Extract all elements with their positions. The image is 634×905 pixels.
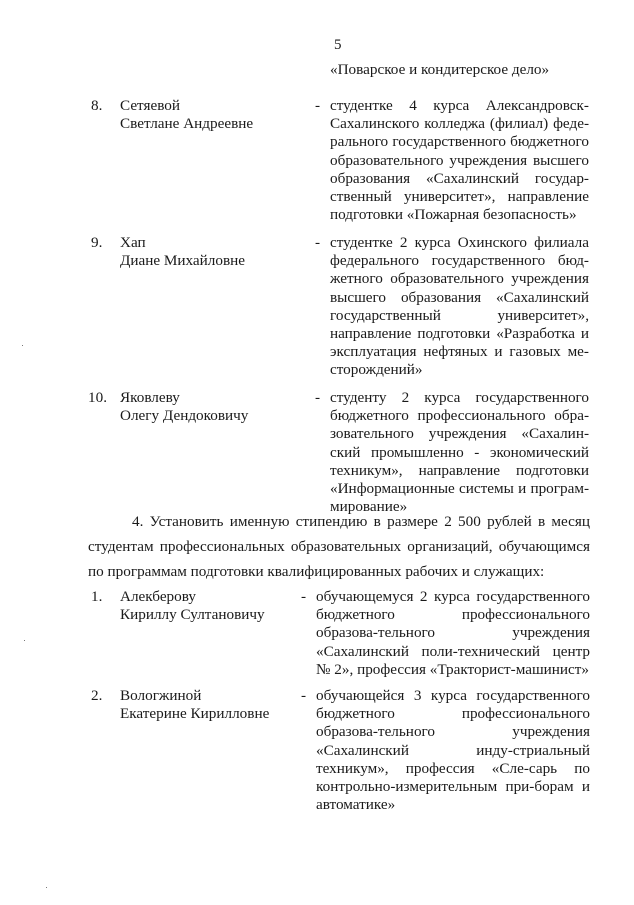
paragraph-line: студентам профессиональных образовательных организаций, обучающимся (88, 538, 590, 555)
item-number: 2. (91, 687, 103, 704)
recipient-name (120, 97, 253, 133)
recipient-name (120, 687, 269, 723)
recipient-description: студентке 4 курса Александровск-Сахалинского колледжа (филиал) феде-рального государственного бюджетного образовательного учреждения высшего образования «Сахалинский государ-ственный университет», направление подготовки «Пожарная безопасность» (330, 97, 589, 224)
paragraph-line: 4. Установить именную стипендию в размере 2 500 рублей в месяц (132, 513, 590, 530)
name-surname: Яковлеву (120, 389, 180, 406)
name-surname: Алекберову (120, 588, 196, 605)
name-surname: Сетяевой (120, 97, 181, 114)
name-given: Кириллу Султановичу (120, 606, 265, 624)
scan-speck (24, 640, 25, 641)
item-number: 8. (91, 97, 103, 114)
scan-speck (46, 887, 47, 888)
separator-dash: - (315, 97, 321, 114)
page-number: 5 (334, 37, 342, 53)
separator-dash: - (315, 389, 321, 406)
name-surname: Хап (120, 234, 146, 251)
recipient-name (120, 234, 245, 270)
name-surname: Вологжиной (120, 687, 202, 704)
item-number: 10. (88, 389, 107, 406)
separator-dash: - (315, 234, 321, 251)
recipient-name (120, 588, 265, 624)
item-number: 9. (91, 234, 103, 251)
recipient-description: обучающемуся 2 курса государственного бюджетного профессионального образова-тельного учреждения «Сахалинский поли-технический центр № 2», профессия «Тракторист-машинист» (316, 588, 590, 678)
separator-dash: - (301, 687, 307, 704)
item-number: 1. (91, 588, 103, 605)
recipient-description: обучающейся 3 курса государственного бюджетного профессионального образова-тельного учреждения «Сахалинский инду-стриальный техникум», профессия «Сле-сарь по контрольно-измерительным при-борам и автоматике» (316, 687, 590, 814)
name-given: Диане Михайловне (120, 252, 246, 270)
name-given: Екатерине Кирилловне (120, 705, 270, 723)
recipient-name (120, 389, 248, 425)
continuation-line: «Поварское и кондитерское дело» (330, 61, 550, 78)
recipient-description: студенту 2 курса государственного бюджетного профессионального обра-зовательного учреждения «Сахалин-ский промышленно - экономический техникум», направление подготовки «Информационные системы и програм-мирование» (330, 389, 589, 516)
paragraph-4 (88, 509, 590, 584)
name-given: Светлане Андреевне (120, 115, 254, 133)
name-given: Олегу Дендоковичу (120, 407, 249, 425)
paragraph-line: по программам подготовки квалифицированных рабочих и служащих: (88, 563, 545, 580)
recipient-description: студентке 2 курса Охинского филиала федерального государственного бюд-жетного образовательного учреждения высшего образования «Сахалинский государственный университет», направление подготовки «Разработка и эксплуатация нефтяных и газовых ме-сторождений» (330, 234, 589, 379)
separator-dash: - (301, 588, 307, 605)
scan-speck (22, 345, 23, 346)
